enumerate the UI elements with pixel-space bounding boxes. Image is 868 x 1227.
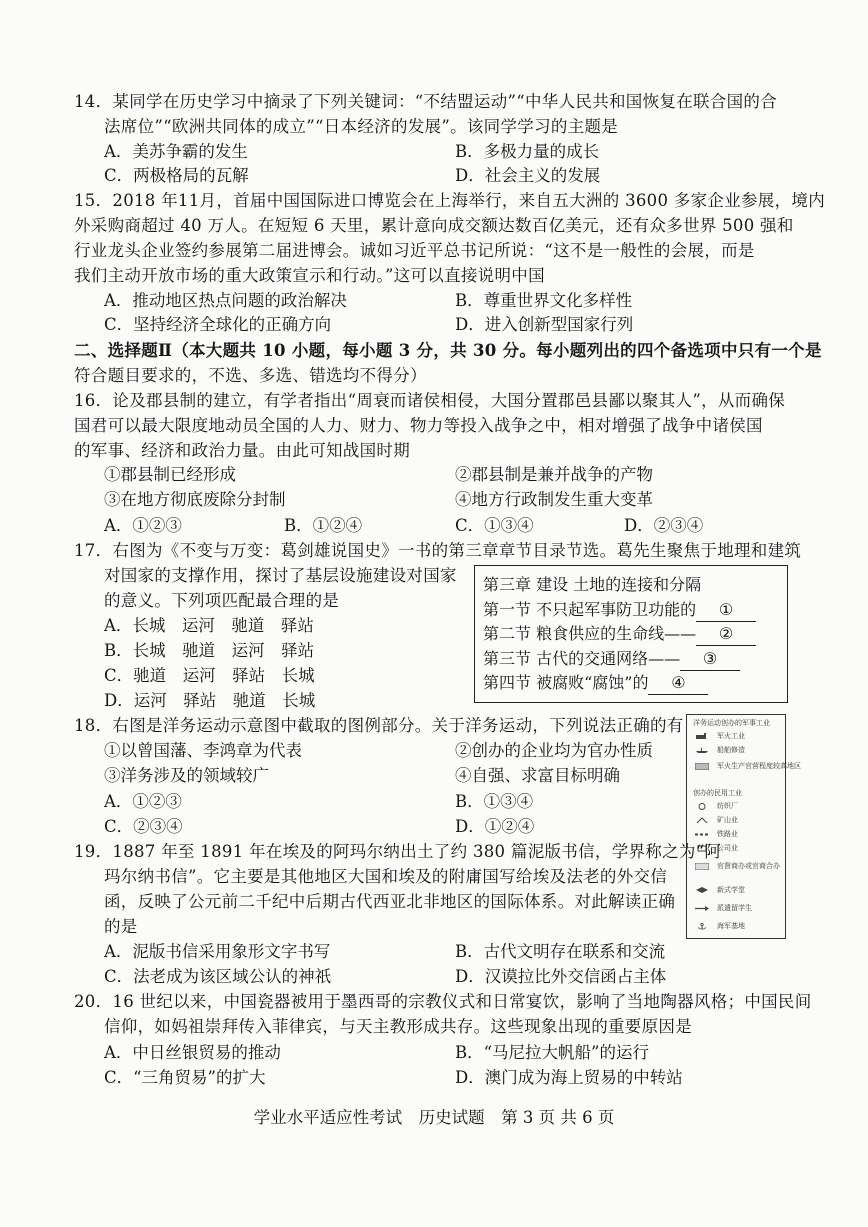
toc-section-4-blank: ④ xyxy=(648,672,708,695)
question-17-option-d: D．运河 驿站 驰道 长城 xyxy=(104,691,316,710)
anchor-icon xyxy=(695,923,709,930)
question-17-option-a: A．长城 运河 驰道 驿站 xyxy=(104,616,314,635)
page-footer: 学业水平适应性考试 历史试题 第 3 页 共 6 页 xyxy=(253,1108,615,1127)
legend-row-6: 矿山业 xyxy=(717,816,738,824)
question-18-option-c: C．②③④ xyxy=(104,817,183,836)
legend-row-5: 纺织厂 xyxy=(717,802,738,810)
question-16-option-d: D．②③④ xyxy=(624,516,704,535)
question-16-item-2: ②郡县制是兼并战争的产物 xyxy=(455,465,653,484)
question-14-stem-line2: 法席位”“欧洲共同体的成立”“日本经济的发展”。该同学学习的主题是 xyxy=(104,117,619,136)
toc-section-4 xyxy=(483,672,708,695)
question-17-stem-line1: 17．右图为《不变与万变：葛剑雄说国史》一书的第三章章节目录节选。葛先生聚焦于地理和建筑 xyxy=(74,541,802,560)
question-20-option-b: B．“马尼拉大帆船”的运行 xyxy=(455,1043,649,1062)
mine-icon xyxy=(695,817,709,824)
question-18-item-3: ③洋务涉及的领域较广 xyxy=(104,766,269,785)
toc-section-4-label: 第四节 被腐败“腐蚀”的 xyxy=(483,673,649,692)
question-19-stem-line2: 玛尔纳书信”。它主要是其他地区大国和埃及的附庸国写给埃及法老的外交信 xyxy=(104,867,668,886)
question-19-stem-line4: 的是 xyxy=(104,917,138,936)
question-15-stem-line4: 我们主动开放市场的重大政策宣示和行动。”这可以直接说明中国 xyxy=(74,266,545,285)
legend-row-2: 船舶修造 xyxy=(717,746,745,754)
question-16-option-c: C．①③④ xyxy=(455,516,534,535)
question-17-option-c: C．驰道 运河 驿站 长城 xyxy=(104,666,315,685)
legend-row-10: 新式学堂 xyxy=(717,886,745,894)
section-2-line2: 符合题目要求的，不选、多选、错选均不得分） xyxy=(74,366,427,385)
factory-icon xyxy=(695,733,709,740)
question-17-stem-line2: 对国家的支撑作用，探讨了基层设施建设对国家 xyxy=(104,566,457,585)
toc-chapter-title: 第三章 建设 土地的连接和分隔 xyxy=(483,575,702,594)
legend-row-3: 军火生产官营程度较高地区 xyxy=(717,762,801,770)
toc-section-3 xyxy=(483,648,740,671)
shaded-area-icon xyxy=(695,763,709,770)
question-15-stem-line2: 外采购商超过 40 万人。在短短 6 天里，累计意向成交额达数百亿美元，还有众多世界 500 强和 xyxy=(74,216,794,235)
toc-section-2 xyxy=(483,623,756,646)
question-20-option-c: C．“三角贸易”的扩大 xyxy=(104,1068,266,1087)
school-icon xyxy=(695,887,709,894)
legend-row-4: 创办的民用工业 xyxy=(693,789,742,797)
toc-section-1-label: 第一节 不只起军事防卫功能的 xyxy=(483,600,697,619)
question-18-stem-line1: 18．右图是洋务运动示意图中截取的图例部分。关于洋务运动，下列说法正确的有 xyxy=(74,716,684,735)
question-20-option-d: D．澳门成为海上贸易的中转站 xyxy=(455,1068,683,1087)
legend-row-1: 军火工业 xyxy=(717,732,745,740)
question-14-stem-line1: 14．某同学在历史学习中摘录了下列关键词：“不结盟运动”“中华人民共和国恢复在联合国的合 xyxy=(74,92,778,111)
question-19-option-b: B．古代文明存在联系和交流 xyxy=(455,942,666,961)
question-18-option-a: A．①②③ xyxy=(104,792,182,811)
question-19-stem-line3: 函，反映了公元前二千纪中后期古代西亚北非地区的国际体系。对此解读正确 xyxy=(104,892,676,911)
arrow-icon xyxy=(695,905,709,912)
question-20-stem-line1: 20．16 世纪以来，中国瓷器被用于墨西哥的宗教仪式和日常宴饮，影响了当地陶器风格；中国民间 xyxy=(74,992,812,1011)
question-19-option-a: A．泥版书信采用象形文字书写 xyxy=(104,942,331,961)
question-19-stem-line1: 19．1887 年至 1891 年在埃及的阿玛尔纳出土了约 380 篇泥版书信，学界称之为“阿 xyxy=(74,842,722,861)
question-14-option-a: A．美苏争霸的发生 xyxy=(104,142,248,161)
toc-section-1 xyxy=(483,599,756,622)
legend-row-11: 派遣留学生 xyxy=(717,904,752,912)
toc-section-3-label: 第三节 古代的交通网络—— xyxy=(483,649,681,668)
question-16-item-4: ④地方行政制发生重大变革 xyxy=(455,490,653,509)
question-15-option-a: A．推动地区热点问题的政治解决 xyxy=(104,291,347,310)
railway-icon xyxy=(695,831,709,838)
question-14-option-d: D．社会主义的发展 xyxy=(455,166,601,185)
legend-row-9: 官督商办或官商合办 xyxy=(717,862,780,870)
question-19-option-c: C．法老成为该区域公认的神祇 xyxy=(104,967,332,986)
question-16-item-3: ③在地方彻底废除分封制 xyxy=(104,490,286,509)
question-14-option-b: B．多极力量的成长 xyxy=(455,142,600,161)
ship-icon xyxy=(695,747,709,754)
table-of-contents-figure xyxy=(474,565,788,703)
question-16-option-a: A．①②③ xyxy=(104,516,182,535)
question-15-option-d: D．进入创新型国家行列 xyxy=(455,315,634,334)
legend-header: 洋务运动创办的军事工业 xyxy=(693,719,770,727)
legend-row-8: 公司业 xyxy=(717,844,738,852)
toc-section-2-label: 第二节 粮食供应的生命线—— xyxy=(483,624,697,643)
legend-row-12: 海军基地 xyxy=(717,922,745,930)
question-15-stem-line3: 行业龙头企业签约参展第二届进博会。诚如习近平总书记所说：“这不是一般性的会展，而是 xyxy=(74,241,755,260)
section-2-line1: 二、选择题Ⅱ（本大题共 10 小题，每小题 3 分，共 30 分。每小题列出的四个备选项中只有一个是 xyxy=(74,341,822,360)
hatched-area-icon xyxy=(695,863,709,870)
question-15-option-c: C．坚持经济全球化的正确方向 xyxy=(104,315,332,334)
toc-section-3-blank: ③ xyxy=(680,648,740,671)
question-18-item-1: ①以曾国藩、李鸿章为代表 xyxy=(104,741,302,760)
question-18-option-d: D．①②④ xyxy=(455,817,535,836)
question-18-item-4: ④自强、求富目标明确 xyxy=(455,766,620,785)
question-16-option-b: B．①②④ xyxy=(284,516,363,535)
question-15-option-b: B．尊重世界文化多样性 xyxy=(455,291,633,310)
legend-figure xyxy=(686,714,801,939)
toc-section-2-blank: ② xyxy=(696,623,756,646)
question-20-stem-line2: 信仰，如妈祖崇拜传入菲律宾，与天主教形成共存。这些现象出现的重要原因是 xyxy=(104,1017,692,1036)
question-15-stem-line1: 15．2018 年11月，首届中国国际进口博览会在上海举行，来自五大洲的 3600 多家企业参展，境内 xyxy=(74,191,826,210)
question-14-option-c: C．两极格局的瓦解 xyxy=(104,166,249,185)
textile-icon xyxy=(695,803,709,810)
toc-section-1-blank: ① xyxy=(696,599,756,622)
question-16-item-1: ①郡县制已经形成 xyxy=(104,465,236,484)
question-16-stem-line3: 的军事、经济和政治力量。由此可知战国时期 xyxy=(74,441,410,460)
question-19-option-d: D．汉谟拉比外交信函占主体 xyxy=(455,967,667,986)
question-18-item-2: ②创办的企业均为官办性质 xyxy=(455,741,653,760)
question-16-stem-line1: 16．论及郡县制的建立，有学者指出“周衰而诸侯相侵，大国分置郡邑县鄙以聚其人”，从而确保 xyxy=(74,391,786,410)
question-16-stem-line2: 国君可以最大限度地动员全国的人力、财力、物力等投入战争之中，相对增强了战争中诸侯国 xyxy=(74,416,763,435)
question-18-option-b: B．①③④ xyxy=(455,792,534,811)
question-17-stem-line3: 的意义。下列项匹配最合理的是 xyxy=(104,591,340,610)
question-17-option-b: B．长城 驰道 运河 驿站 xyxy=(104,641,315,660)
legend-row-7: 铁路业 xyxy=(717,830,738,838)
question-20-option-a: A．中日丝银贸易的推动 xyxy=(104,1043,281,1062)
